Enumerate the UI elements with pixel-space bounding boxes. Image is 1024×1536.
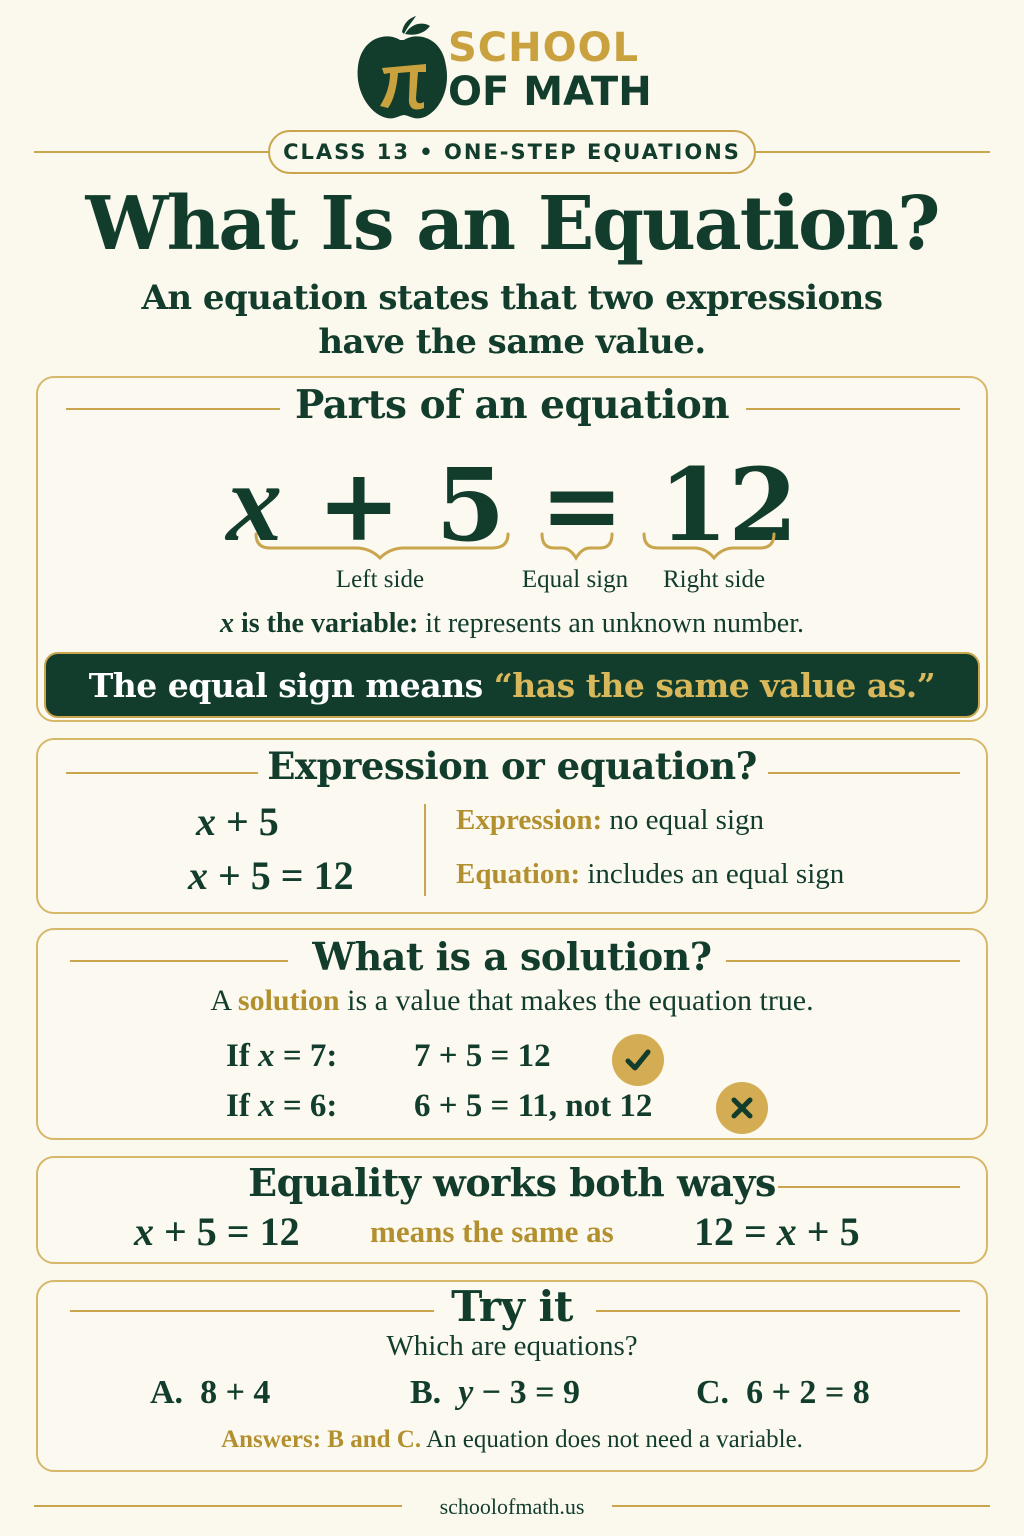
option-b (410, 1374, 580, 1412)
divider-line (754, 151, 990, 153)
expression-definition (456, 804, 764, 837)
banner-lead: The equal sign means (88, 665, 483, 705)
variable-x: x (776, 1209, 797, 1254)
logo-text (448, 26, 652, 114)
expression-or-equation-card (36, 738, 988, 914)
right-equation-rest: + 5 (796, 1209, 860, 1254)
solution-term: solution (237, 984, 340, 1017)
both-ways-heading: Equality works both ways (248, 1160, 776, 1205)
try-it-question: Which are equations? (386, 1330, 638, 1362)
left-side-label: Left side (335, 566, 425, 593)
subtitle (100, 276, 924, 364)
equation-definition (456, 858, 844, 891)
equal-sign-brace (542, 534, 612, 558)
equation-example (188, 852, 354, 899)
left-equation (134, 1208, 300, 1255)
case-if: If (226, 1088, 259, 1124)
variable-x: x (258, 1038, 275, 1074)
case-if: If (226, 1038, 259, 1074)
option-letter: C. (696, 1374, 730, 1411)
case-one-condition (226, 1038, 337, 1075)
divider-line (34, 151, 270, 153)
option-letter: B. (410, 1374, 442, 1411)
variable-note-text: it represents an unknown number. (418, 608, 804, 639)
option-a (150, 1374, 270, 1412)
variable-x: x (188, 853, 208, 898)
expression-text: no equal sign (602, 804, 765, 836)
option-c (696, 1374, 870, 1412)
solution-heading: What is a solution? (312, 934, 712, 979)
page-title: What Is an Equation? (85, 181, 939, 267)
left-side-brace (256, 534, 508, 558)
equation-braces (38, 528, 990, 562)
number-five: 5 (435, 446, 506, 564)
x-mark-icon (716, 1082, 768, 1134)
right-side-brace (644, 534, 774, 558)
option-expression: 6 + 2 = 8 (746, 1374, 870, 1411)
solution-definition (38, 984, 986, 1018)
option-expression: 8 + 4 (200, 1374, 271, 1411)
variable-x: x (134, 1209, 154, 1254)
logo-school-text: SCHOOL (448, 25, 640, 71)
equal-sign: = (505, 446, 659, 564)
left-equation-rest: + 5 = 12 (154, 1209, 300, 1254)
right-equation (694, 1208, 860, 1255)
option-expression: − 3 = 9 (473, 1374, 581, 1411)
case-value: = 6: (274, 1088, 338, 1124)
solution-def-rest: is a value that makes the equation true. (339, 984, 814, 1017)
variable-x: x (196, 799, 216, 844)
expression-or-equation-heading: Expression or equation? (267, 744, 757, 788)
equation-term: Equation: (456, 858, 581, 890)
option-letter: A. (150, 1374, 184, 1411)
case-two-result: 6 + 5 = 11, not 12 (414, 1088, 653, 1124)
parts-card (36, 376, 988, 722)
expression-example (196, 798, 279, 845)
case-value: = 7: (274, 1038, 338, 1074)
answers-text: An equation does not need a variable. (421, 1426, 803, 1453)
number-twelve: 12 (658, 446, 798, 564)
equation-rest: + 5 = 12 (208, 853, 354, 898)
expression-rest: + 5 (216, 799, 279, 844)
expression-term: Expression: (456, 804, 603, 836)
check-icon (612, 1034, 664, 1086)
school-of-math-logo (352, 14, 672, 124)
parts-heading: Parts of an equation (294, 382, 730, 428)
plus-sign: + (282, 446, 436, 564)
equation-text: includes an equal sign (580, 858, 845, 890)
case-one-result: 7 + 5 = 12 (414, 1038, 551, 1074)
right-equation-lead: 12 = (694, 1209, 777, 1254)
solution-def-a: A (210, 984, 238, 1017)
answers-term: Answers: B and C. (221, 1426, 422, 1453)
banner-quote: “has the same value as.” (493, 665, 936, 705)
means-same-as-text: means the same as (370, 1214, 614, 1249)
equal-sign-banner (44, 652, 980, 718)
equal-sign-label: Equal sign (521, 566, 629, 593)
subtitle-line: have the same value. (318, 322, 706, 362)
variable-note-bold: is the variable: (233, 608, 419, 639)
variable-x: x (226, 441, 283, 565)
case-two-condition (226, 1088, 337, 1125)
vertical-divider (424, 804, 426, 896)
try-it-card (36, 1280, 988, 1472)
right-side-label: Right side (662, 566, 766, 593)
variable-y: y (458, 1374, 474, 1411)
variable-x: x (219, 608, 234, 639)
variable-note (38, 608, 986, 640)
both-ways-card (36, 1156, 988, 1264)
footer-url[interactable]: schoolofmath.us (439, 1494, 585, 1519)
logo-of-math-text: OF MATH (448, 69, 652, 115)
try-it-heading: Try it (451, 1282, 573, 1331)
class-label: CLASS 13 • ONE-STEP EQUATIONS (268, 130, 756, 174)
variable-x: x (258, 1088, 275, 1124)
subtitle-line: An equation states that two expressions (141, 278, 883, 318)
apple-pi-icon (352, 14, 448, 124)
answers-note (38, 1426, 986, 1454)
solution-card (36, 928, 988, 1140)
